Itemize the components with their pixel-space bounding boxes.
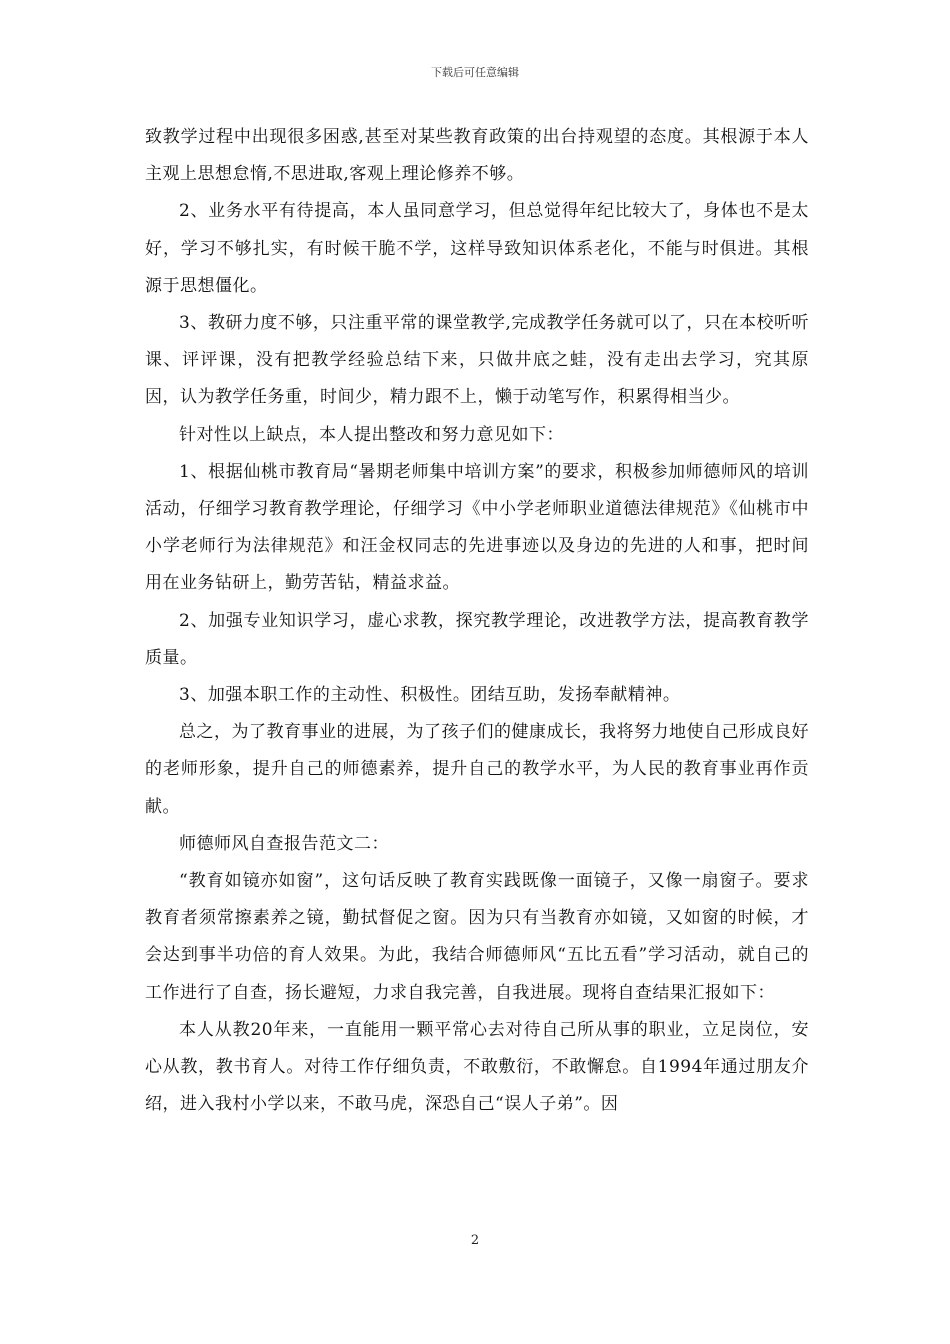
page-header-note: 下载后可任意编辑 (431, 66, 519, 79)
document-body (145, 119, 809, 1123)
page-number: 2 (470, 1233, 480, 1248)
paragraph: “教育如镜亦如窗”，这句话反映了教育实践既像一面镜子，又像一扇窗子。要求教育者须常擦素养之镜，勤拭督促之窗。因为只有当教育亦如镜，又如窗的时候，才会达到事半功倍的育人效果。为此，我结合师德师风“五比五看”学习活动，就自己的工作进行了自查，扬长避短，力求自我完善，自我进展。现将自查结果汇报如下： (145, 871, 809, 1003)
paragraph: 总之，为了教育事业的进展，为了孩子们的健康成长，我将努力地使自己形成良好的老师形象，提升自己的师德素养，提升自己的教学水平，为人民的教育事业再作贡献。 (145, 722, 809, 817)
paragraph: 3、教研力度不够，只注重平常的课堂教学,完成教学任务就可以了，只在本校听听课、评评课，没有把教学经验总结下来，只做井底之蛙，没有走出去学习，究其原因，认为教学任务重，时间少，精力跟不上，懒于动笔写作，积累得相当少。 (145, 313, 809, 408)
paragraph: 针对性以上缺点，本人提出整改和努力意见如下： (179, 424, 564, 445)
section-heading: 师德师风自查报告范文二： (179, 833, 389, 854)
paragraph: 本人从教20年来，一直能用一颗平常心去对待自己所从事的职业，立足岗位，安心从教，教书育人。对待工作仔细负责，不敢敷衍，不敢懈怠。自1994年通过朋友介绍，进入我村小学以来，不敢马虎，深恐自己“误人子弟”。因 (145, 1019, 809, 1115)
paragraph: 致教学过程中出现很多困惑,甚至对某些教育政策的出台持观望的态度。其根源于本人主观上思想怠惰,不思进取,客观上理论修养不够。 (145, 127, 809, 185)
paragraph: 2、加强专业知识学习，虚心求教，探究教学理论，改进教学方法，提高教育教学质量。 (145, 610, 809, 668)
paragraph: 3、加强本职工作的主动性、积极性。团结互助，发扬奉献精神。 (179, 685, 681, 706)
paragraph: 2、业务水平有待提高，本人虽同意学习，但总觉得年纪比较大了，身体也不是太好，学习不够扎实，有时候干脆不学，这样导致知识体系老化，不能与时俱进。其根源于思想僵化。 (145, 201, 809, 296)
paragraph: 1、根据仙桃市教育局“暑期老师集中培训方案”的要求，积极参加师德师风的培训活动，仔细学习教育教学理论，仔细学习《中小学老师职业道德法律规范》《仙桃市中小学老师行为法律规范》和汪金权同志的先进事迹以及身边的先进的人和事，把时间用在业务钻研上，勤劳苦钻，精益求益。 (145, 461, 809, 594)
